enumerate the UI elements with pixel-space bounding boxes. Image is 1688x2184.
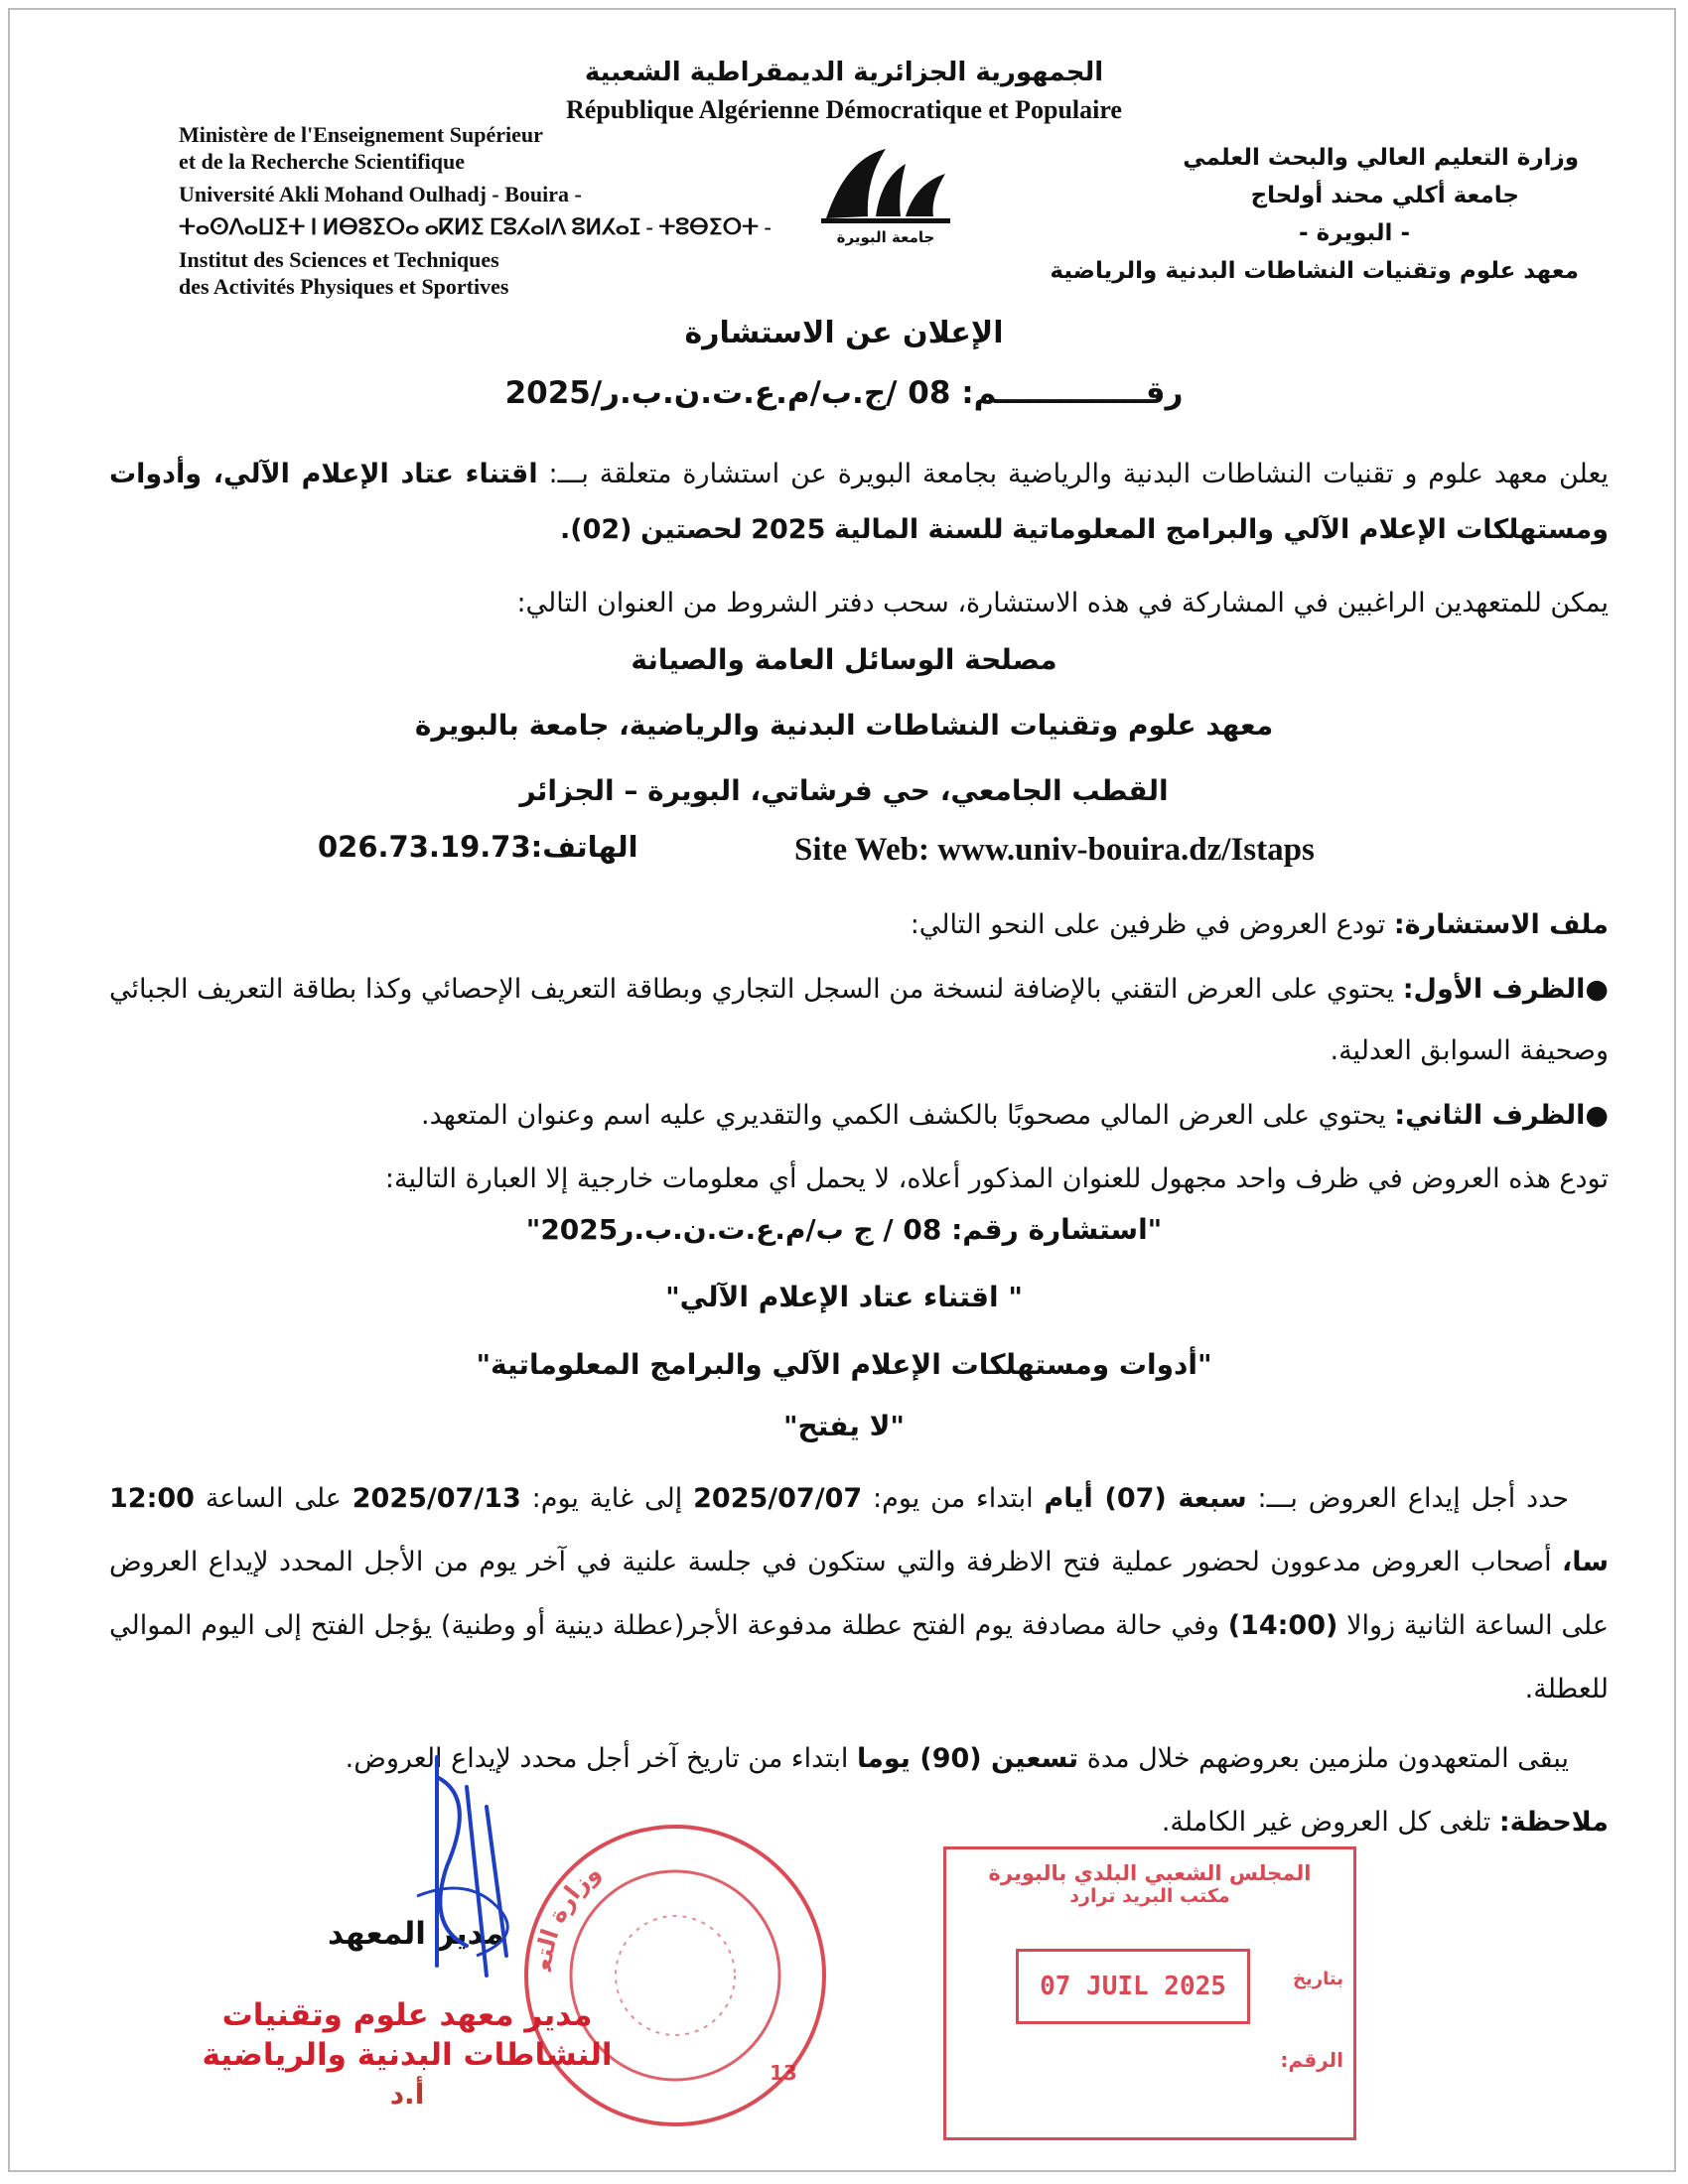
intro-paragraph: [109, 447, 1609, 558]
file-text: تودع العروض في ظرفين على النحو التالي:: [910, 909, 1386, 940]
outer-envelope-paragraph: تودع هذه العروض في ظرف واحد مجهول للعنوان المذكور أعلاه، لا يحمل أي معلومات خارجية إلا العبارة التالية:: [384, 1163, 1609, 1194]
notice-title: الإعلان عن الاستشارة: [684, 316, 1004, 350]
university-ar: جامعة أكلي محند أولحاج: [1250, 183, 1519, 208]
handwritten-signature: [377, 1747, 576, 1995]
header-fr-block: [179, 121, 772, 300]
intro-lots: (02).: [559, 514, 633, 545]
deadline-start: 2025/07/07: [693, 1483, 863, 1514]
address-line-3: القطب الجامعي، حي فرشاتي، البويرة – الجزائر: [519, 774, 1169, 807]
file-label: ملف الاستشارة:: [1393, 909, 1609, 940]
intro-text: يعلن معهد علوم و تقنيات النشاطات البدنية والرياضية بجامعة البويرة عن استشارة متعلقة بـــ:: [548, 459, 1609, 489]
republic-fr: République Algérienne Démocratique et Populaire: [566, 95, 1122, 124]
validity-text-a: يبقى المتعهدون ملزمين بعروضهم خلال مدة: [1086, 1743, 1569, 1774]
director-title: مدير المعهد: [328, 1916, 504, 1952]
republic-ar: الجمهورية الجزائرية الديمقراطية الشعبية: [584, 58, 1104, 87]
director-stamp-line-2: النشاطات البدنية والرياضية: [202, 2037, 613, 2073]
deadline-text-k: وفي حالة مصادفة يوم الفتح عطلة مدفوعة الأجر(عطلة دينية أو وطنية) يؤجل الفتح إلى اليوم الموالي للعطلة.: [109, 1610, 1609, 1705]
note-text: تلغى كل العروض غير الكاملة.: [1161, 1807, 1491, 1838]
institute-fr-1: Institut des Sciences et Techniques: [179, 247, 499, 272]
registry-stamp-line-2: مكتب البريد ترارد: [1069, 1885, 1230, 1907]
envelope-2: [109, 1088, 1609, 1144]
deadline-text-a: حدد أجل إيداع العروض بـــ:: [1257, 1483, 1569, 1514]
deadline-days: سبعة (07) أيام: [1044, 1483, 1247, 1514]
university-fr: Université Akli Mohand Oulhadj - Bouira -: [179, 182, 582, 206]
opening-hour: (14:00): [1227, 1610, 1338, 1641]
round-stamp-text: وزارة التع: [528, 1857, 607, 1973]
envelope-1-text: يحتوي على العرض التقني بالإضافة لنسخة من السجل التجاري وبطاقة التعريف الإحصائي وكذا بطاقة التعريف الجبائي وصحيفة السوابق العدلية.: [109, 974, 1609, 1066]
director-stamp: [199, 1995, 616, 2115]
website[interactable]: Site Web: www.univ-bouira.dz/Istaps: [794, 832, 1315, 868]
registry-stamp-number-label: الرقم:: [1280, 2048, 1343, 2072]
round-stamp-number: 13: [770, 2061, 797, 2085]
intro-year: 2025: [751, 514, 826, 545]
ministry-ar: وزارة التعليم العالي والبحث العلمي: [1183, 145, 1579, 171]
envelope-2-text: يحتوي على العرض المالي مصحوبًا بالكشف الكمي والتقديري عليه اسم وعنوان المتعهد.: [421, 1100, 1386, 1131]
envelope-1: [109, 959, 1609, 1082]
header-ar-block: [1050, 139, 1579, 290]
note-label: ملاحظة:: [1498, 1807, 1609, 1838]
deadline-text-g: على الساعة: [205, 1483, 342, 1514]
phone-value: 026.73.19.73: [318, 830, 531, 864]
ministry-fr-1: Ministère de l'Enseignement Supérieur: [179, 122, 543, 147]
phone-label: الهاتف:: [530, 830, 638, 864]
envelope-label-1: "استشارة رقم: 08 / ج ب/م.ع.ت.ن.ب.ر2025": [525, 1213, 1163, 1246]
director-stamp-line-3: أ.د: [389, 2078, 425, 2111]
intro-lots-label: لحصتين: [640, 514, 743, 545]
envelope-label-3: "أدوات ومستهلكات الإعلام الآلي والبرامج المعلوماتية": [476, 1348, 1212, 1381]
deadline-paragraph: [109, 1467, 1609, 1721]
deadline-text-i: أصحاب العروض مدعوون لحضور عملية فتح الاظرفة والتي ستكون في جلسة علنية في آخر يوم من الأجل المحدد لإيداع العروض على الساعة الثانية زوالا: [109, 1547, 1609, 1641]
envelope-1-label: ●الظرف الأول:: [1402, 974, 1609, 1005]
intro-subject: اقتناء عتاد الإعلام الآلي، وأدوات ومستهلكات الإعلام الآلي والبرامج المعلوماتية: [109, 459, 1609, 545]
institute-ar: معهد علوم وتقنيات النشاطات البدنية والرياضية: [1050, 258, 1579, 284]
deadline-text-c: ابتداء من يوم:: [873, 1483, 1034, 1514]
envelope-label-2: " اقتناء عتاد الإعلام الآلي": [665, 1281, 1023, 1313]
deadline-end: 2025/07/13: [352, 1483, 521, 1514]
address-line-2: معهد علوم وتقنيات النشاطات البدنية والرياضية، جامعة بالبويرة: [414, 709, 1274, 742]
registry-stamp-date-label: بتاريخ: [1293, 1969, 1343, 1989]
notice-reference: [0, 375, 1688, 411]
registry-stamp-date: 07 JUIL 2025: [1016, 1949, 1250, 2024]
withdraw-paragraph: يمكن للمتعهدين الراغبين في المشاركة في هذه الاستشارة، سحب دفتر الشروط من العنوان التالي:: [516, 588, 1609, 618]
registry-stamp-line-1: المجلس الشعبي البلدي بالبويرة: [988, 1861, 1312, 1885]
note-paragraph: [109, 1795, 1609, 1850]
file-paragraph: [109, 897, 1609, 953]
logo-caption: جامعة البويرة: [836, 228, 935, 246]
university-logo: [806, 139, 965, 248]
director-stamp-line-1: مدير معهد علوم وتقنيات: [221, 1997, 593, 2033]
registry-stamp: [943, 1846, 1356, 2140]
ref-value: 08 /ج.ب/م.ع.ت.ن.ب.ر/2025: [504, 375, 951, 411]
phone: [318, 830, 638, 864]
ref-label: رقــــــــــــــم:: [961, 375, 1184, 411]
university-tifinagh: ⵜⴰⵙⴷⴰⵡⵉⵜ ⵏ ⵍⴱⵓⵉⵔⴰ ⴰⴽⵍⵉ ⵎⵓⵃⴰⵏⴷ ⵓⵍⵃⴰⵊ - ⵜⵓⴱⵉⵔⵜ -: [179, 214, 772, 239]
city-ar: - البويرة -: [1299, 220, 1410, 246]
intro-year-label: للسنة المالية: [833, 514, 1004, 545]
envelope-2-label: ●الظرف الثاني:: [1394, 1100, 1609, 1131]
institute-fr-2: des Activités Physiques et Sportives: [179, 274, 509, 299]
validity-text-c: ابتداء من تاريخ آخر أجل محدد لإيداع العروض.: [345, 1743, 849, 1774]
ministry-fr-2: et de la Recherche Scientifique: [179, 149, 465, 174]
validity-paragraph: [109, 1731, 1609, 1787]
validity-days: تسعين (90) يوما: [857, 1743, 1079, 1774]
envelope-label-4: "لا يفتح": [782, 1410, 906, 1442]
deadline-text-e: إلى غاية يوم:: [531, 1483, 683, 1514]
address-line-1: مصلحة الوسائل العامة والصيانة: [631, 643, 1057, 676]
deadline-hour: 12:00 سا،: [109, 1483, 1609, 1577]
